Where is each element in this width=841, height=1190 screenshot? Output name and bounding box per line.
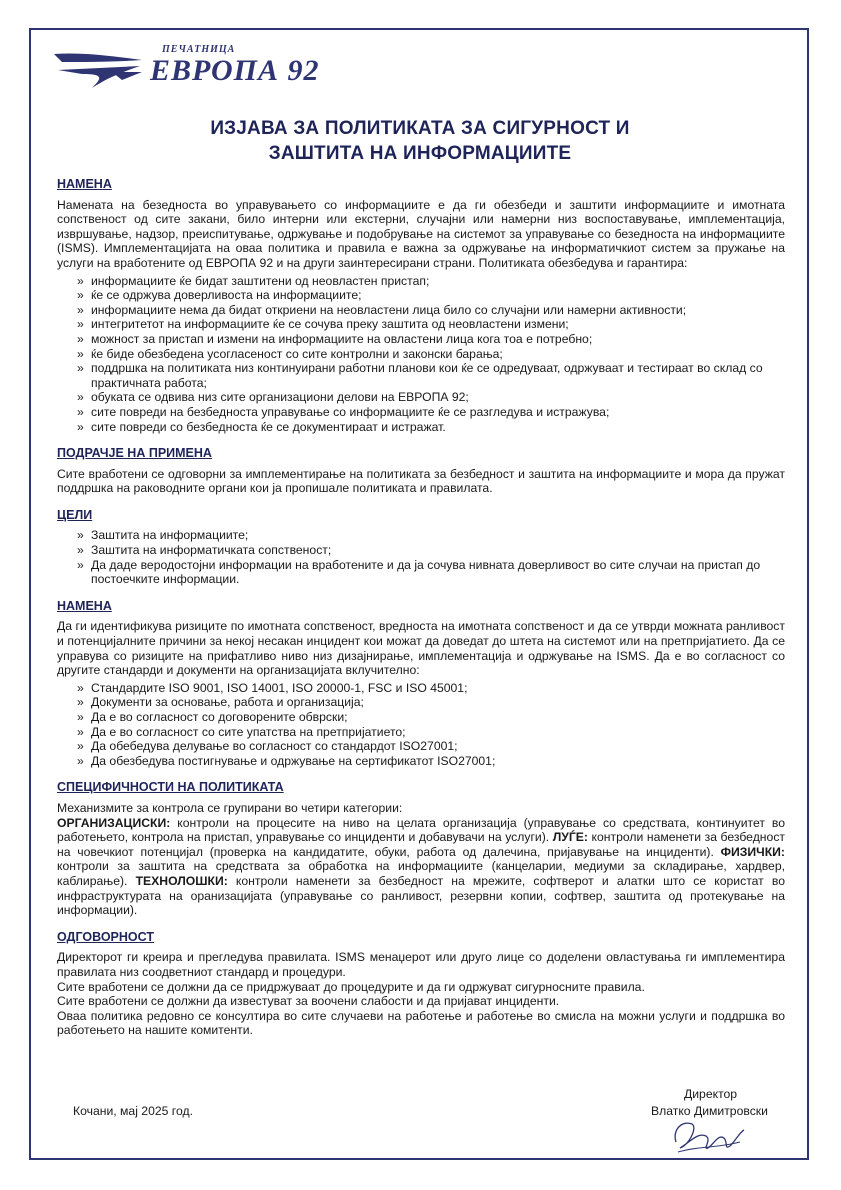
risk-paragraph: Да ги идентификува ризиците по имотната сопственост, вредноста на имотната сопственост и да се утврди можната ранливост и потенцијалните причини за некој несакан инцидент кои можат да доведат до штета на системот или на претпријатието. Да се управува со ризиците на прифатливо ниво низ дизајнирање, имплементација и одржување на ISMS. Да е во согласност со другите стандарди и документи на организацијата вклучително: <box>57 619 785 678</box>
responsibility-line: Директорот ги креира и прегледува правилата. ISMS менаџерот или друго лице со доделени овластувања ги имплементира правилата низ соодветниот стандард и процедури. <box>57 950 785 979</box>
section-heading-scope: ПОДРАЧЈЕ НА ПРИМЕНА <box>57 446 212 461</box>
scope-paragraph: Сите вработени се одговорни за имплементирање на политиката за безбедност и заштита на информациите и мора да пружат поддршка на раководните органи кои ја пропишале политиката и правилата. <box>57 466 785 496</box>
responsibility-line: Оваа политика редовно се консултира во сите случаеви на работење и работење во смисла на можни услуги и поддршка во работењето на нашите комитенти. <box>57 1008 785 1038</box>
category-organizational: ОРГАНИЗАЦИСКИ: <box>57 815 171 830</box>
list-item: » Да даде веродостојни информации на вработените и да ја сочува нивната доверливост во сите случаи на пристап до постоечките информации. <box>57 558 785 587</box>
director-title: Директор <box>684 1087 738 1101</box>
list-item: » Да обезбедува постигнување и одржување на сертификатот ISO27001; <box>57 754 785 769</box>
section-heading-goals: ЦЕЛИ <box>57 507 93 522</box>
list-item: » Документи за основање, работа и организација; <box>57 695 785 710</box>
place-date: Кочани, мај 2025 год. <box>73 1104 193 1118</box>
list-item: » поддршка на политиката низ континуирани работни планови кои ќе се одредуваат, одржуваат и тестираат во склад со практичната работа; <box>57 361 785 390</box>
logo-big-text: ЕВРОПА 92 <box>150 54 320 87</box>
purpose-paragraph: Намената на безедноста во управувањето со информациите е да ги обезбеди и заштити информациите и имотната сопственост од сите закани, било интерни или екстерни, случајни или намерни низ воспоставување, имплементација, извршување, надзор, преиспитување, одржување и подобрување на системот за управување со безедноста на информациите (ISMS). Имплементацијата на оваа политика и правила е важна за одржување на информатичкиот систем за пружање на услуги на вработените од ЕВРОПА 92 и на други заинтересирани страни. Политиката обезбедува и гарантира: <box>57 197 785 270</box>
list-item: » Да е во согласност со договорените обврски; <box>57 710 785 725</box>
list-item: » информациите нема да бидат откриени на неовластени лица било со случајни или намерни активности; <box>57 303 785 318</box>
company-logo <box>52 42 372 92</box>
list-item: » Да обебедува делување во согласност со стандардот ISO27001; <box>57 739 785 754</box>
signature-icon <box>668 1112 748 1157</box>
list-item: » сите повреди на безбедноста управување со информациите ќе се разгледува и истражува; <box>57 405 785 420</box>
director-name: Влатко Димитровски <box>651 1104 768 1118</box>
section-heading-purpose-2: НАМЕНА <box>57 598 112 613</box>
section-heading-purpose: НАМЕНА <box>57 177 112 191</box>
responsibility-line: Сите вработени се должни да се придржуваат до процедурите и да ги одржуват сигурносните правила. <box>57 979 645 994</box>
logo-emblem-icon <box>52 50 144 90</box>
purpose-list <box>57 274 785 435</box>
list-item: » Заштита на информатичката сопственост; <box>57 543 785 558</box>
specifics-paragraph: ОРГАНИЗАЦИСКИ: контроли на процесите на ниво на целата организација (управување со средствата, континуитет во работењето, контрола на пристап, управување со инциденти и добавувачи на услуги). ЛУЃЕ: контроли наменети за безбедност на човечкиот потенцијал (проверка на кандидатите, обуки, работа од далечина, пријавување на инциденти). ФИЗИЧКИ: контроли за заштита на средствата за обработка на информациите (канцеларии, медиуми за складирање, хардвер, каблирање). ТЕХНОЛОШКИ: контроли наменети за безбедност на мрежите, софтверот и алатки што се користат во инфраструктурата на оранизацијата (управување со ранливост, резервни копии, софтвер, заштита од протекување на информации). <box>57 815 785 918</box>
standards-list <box>57 681 785 769</box>
list-item: » Стандардите ISO 9001, ISO 14001, ISO 20000-1, FSC и ISO 45001; <box>57 681 785 696</box>
category-physical: ФИЗИЧКИ: <box>720 844 785 859</box>
logo-small-text: ПЕЧАТНИЦА <box>162 44 236 55</box>
category-technological: ТЕХНОЛОШКИ: <box>135 873 228 888</box>
list-item: » ќе биде обезбедена усогласеност со сите контролни и законски барања; <box>57 347 785 362</box>
responsibility-line: Сите вработени се должни да известуват за воочени слабости и да пријават инциденти. <box>57 994 560 1009</box>
list-item: » интегритетот на информациите ќе се сочува преку заштита од неовластени измени; <box>57 317 785 332</box>
specifics-intro: Механизмите за контрола се групирани во четири категории: <box>57 800 403 815</box>
document-body <box>57 177 785 1038</box>
list-item: » ќе се одржува доверливоста на информациите; <box>57 288 785 303</box>
list-item: » информациите ќе бидат заштитени од неовластен пристап; <box>57 274 785 289</box>
list-item: » сите повреди со безбедноста ќе се документираат и истражат. <box>57 420 785 435</box>
goals-list <box>57 528 785 586</box>
list-item: » Заштита на информациите; <box>57 528 785 543</box>
list-item: » обуката се одвива низ сите организациони делови на ЕВРОПА 92; <box>57 390 785 405</box>
document-title-line-2: ЗАШТИТА НА ИНФОРМАЦИИТЕ <box>268 143 572 164</box>
category-people: ЛУЃЕ: <box>552 830 588 845</box>
list-item: » Да е во согласност со сите упатства на претпријатието; <box>57 725 785 740</box>
section-heading-specifics: СПЕЦИФИЧНОСТИ НА ПОЛИТИКАТА <box>57 780 284 795</box>
document-title-line-1: ИЗЈАВА ЗА ПОЛИТИКАТА ЗА СИГУРНОСТ И <box>210 118 630 139</box>
section-heading-responsibility: ОДГОВОРНОСТ <box>57 929 154 944</box>
list-item: » можност за пристап и измени на информациите на овластени лица кога тоа е потребно; <box>57 332 785 347</box>
